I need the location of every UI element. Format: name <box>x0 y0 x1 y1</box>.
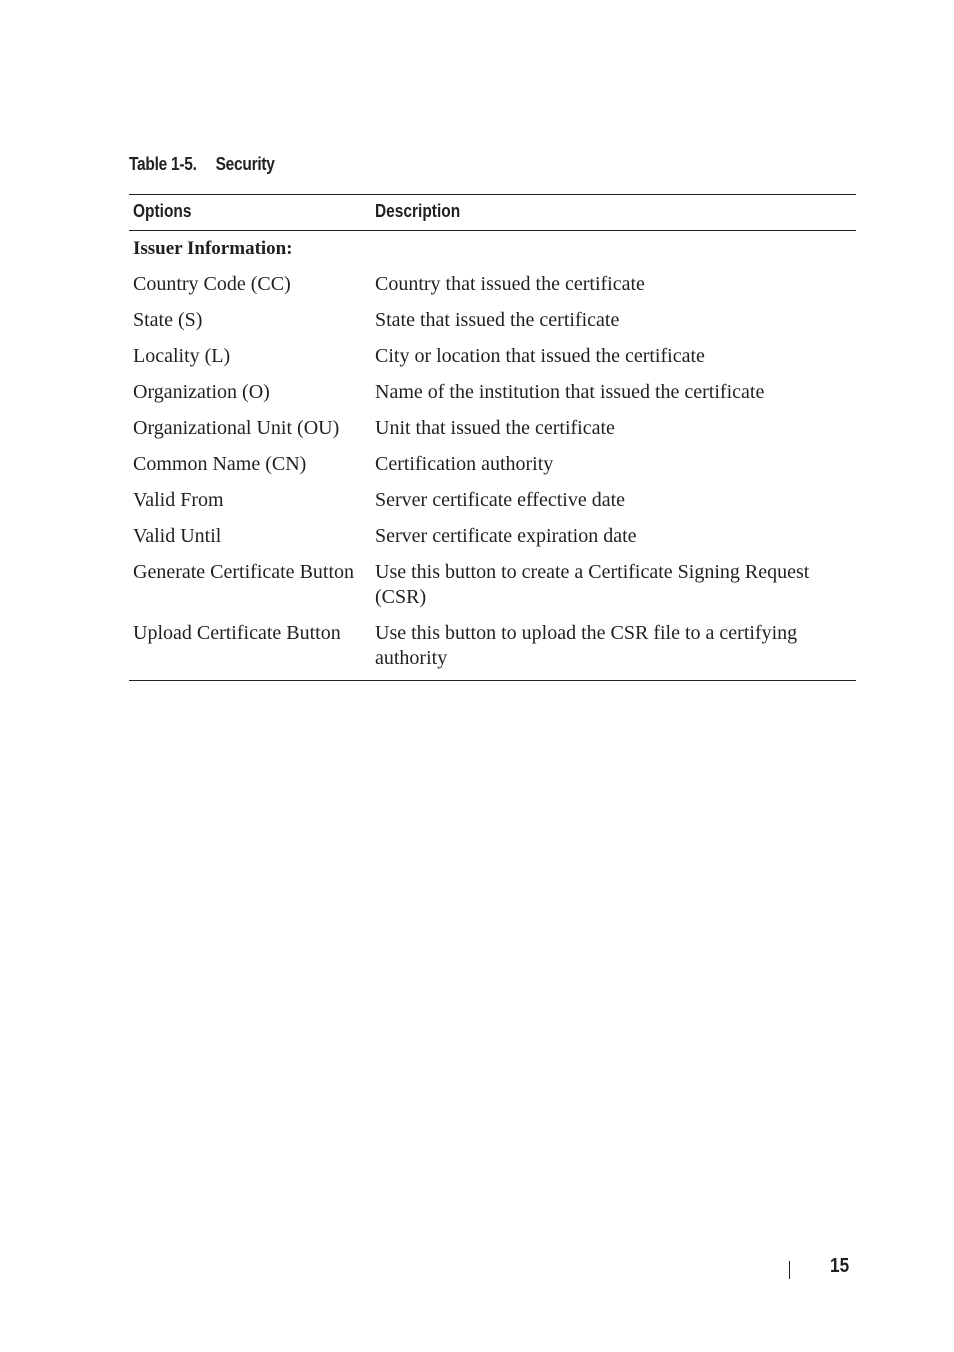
option-cell: Valid Until <box>133 525 222 547</box>
description-cell: Certification authority <box>375 453 554 475</box>
table-row <box>129 555 856 616</box>
description-cell: Country that issued the certificate <box>375 273 645 295</box>
option-cell: Locality (L) <box>133 345 231 367</box>
option-cell: Valid From <box>133 489 224 511</box>
table-row <box>129 339 856 375</box>
table-header-row <box>129 195 856 231</box>
group-label: Issuer Information: <box>133 238 293 259</box>
table-row <box>129 411 856 447</box>
description-cell: State that issued the certificate <box>375 309 620 331</box>
description-cell: Use this button to create a Certificate Signing Request (CSR) <box>375 561 810 608</box>
table-row <box>129 303 856 339</box>
option-cell: Common Name (CN) <box>133 453 307 475</box>
description-cell: Name of the institution that issued the certificate <box>375 381 765 403</box>
description-cell: Use this button to upload the CSR file to a certifying authority <box>375 622 798 669</box>
table-row <box>129 267 856 303</box>
table-title: Security <box>215 154 275 174</box>
header-description: Description <box>371 195 856 231</box>
table-row <box>129 616 856 681</box>
description-cell: Server certificate expiration date <box>375 525 637 547</box>
header-options: Options <box>129 195 371 231</box>
page-number: 15 <box>830 1255 850 1277</box>
table-caption <box>129 154 275 175</box>
option-cell: Organization (O) <box>133 381 270 403</box>
group-spacer <box>371 231 856 268</box>
table-row <box>129 375 856 411</box>
table-row <box>129 519 856 555</box>
description-cell: City or location that issued the certificate <box>375 345 705 367</box>
option-cell: State (S) <box>133 309 203 331</box>
option-cell: Generate Certificate Button <box>133 561 355 583</box>
group-row <box>129 231 856 268</box>
table-number: Table 1-5. <box>129 154 197 174</box>
table-row <box>129 483 856 519</box>
option-cell: Organizational Unit (OU) <box>133 417 340 439</box>
option-cell: Country Code (CC) <box>133 273 291 295</box>
security-table <box>129 194 856 681</box>
description-cell: Server certificate effective date <box>375 489 626 511</box>
footer-divider <box>789 1261 790 1279</box>
description-cell: Unit that issued the certificate <box>375 417 615 439</box>
option-cell: Upload Certificate Button <box>133 622 341 644</box>
table-row <box>129 447 856 483</box>
